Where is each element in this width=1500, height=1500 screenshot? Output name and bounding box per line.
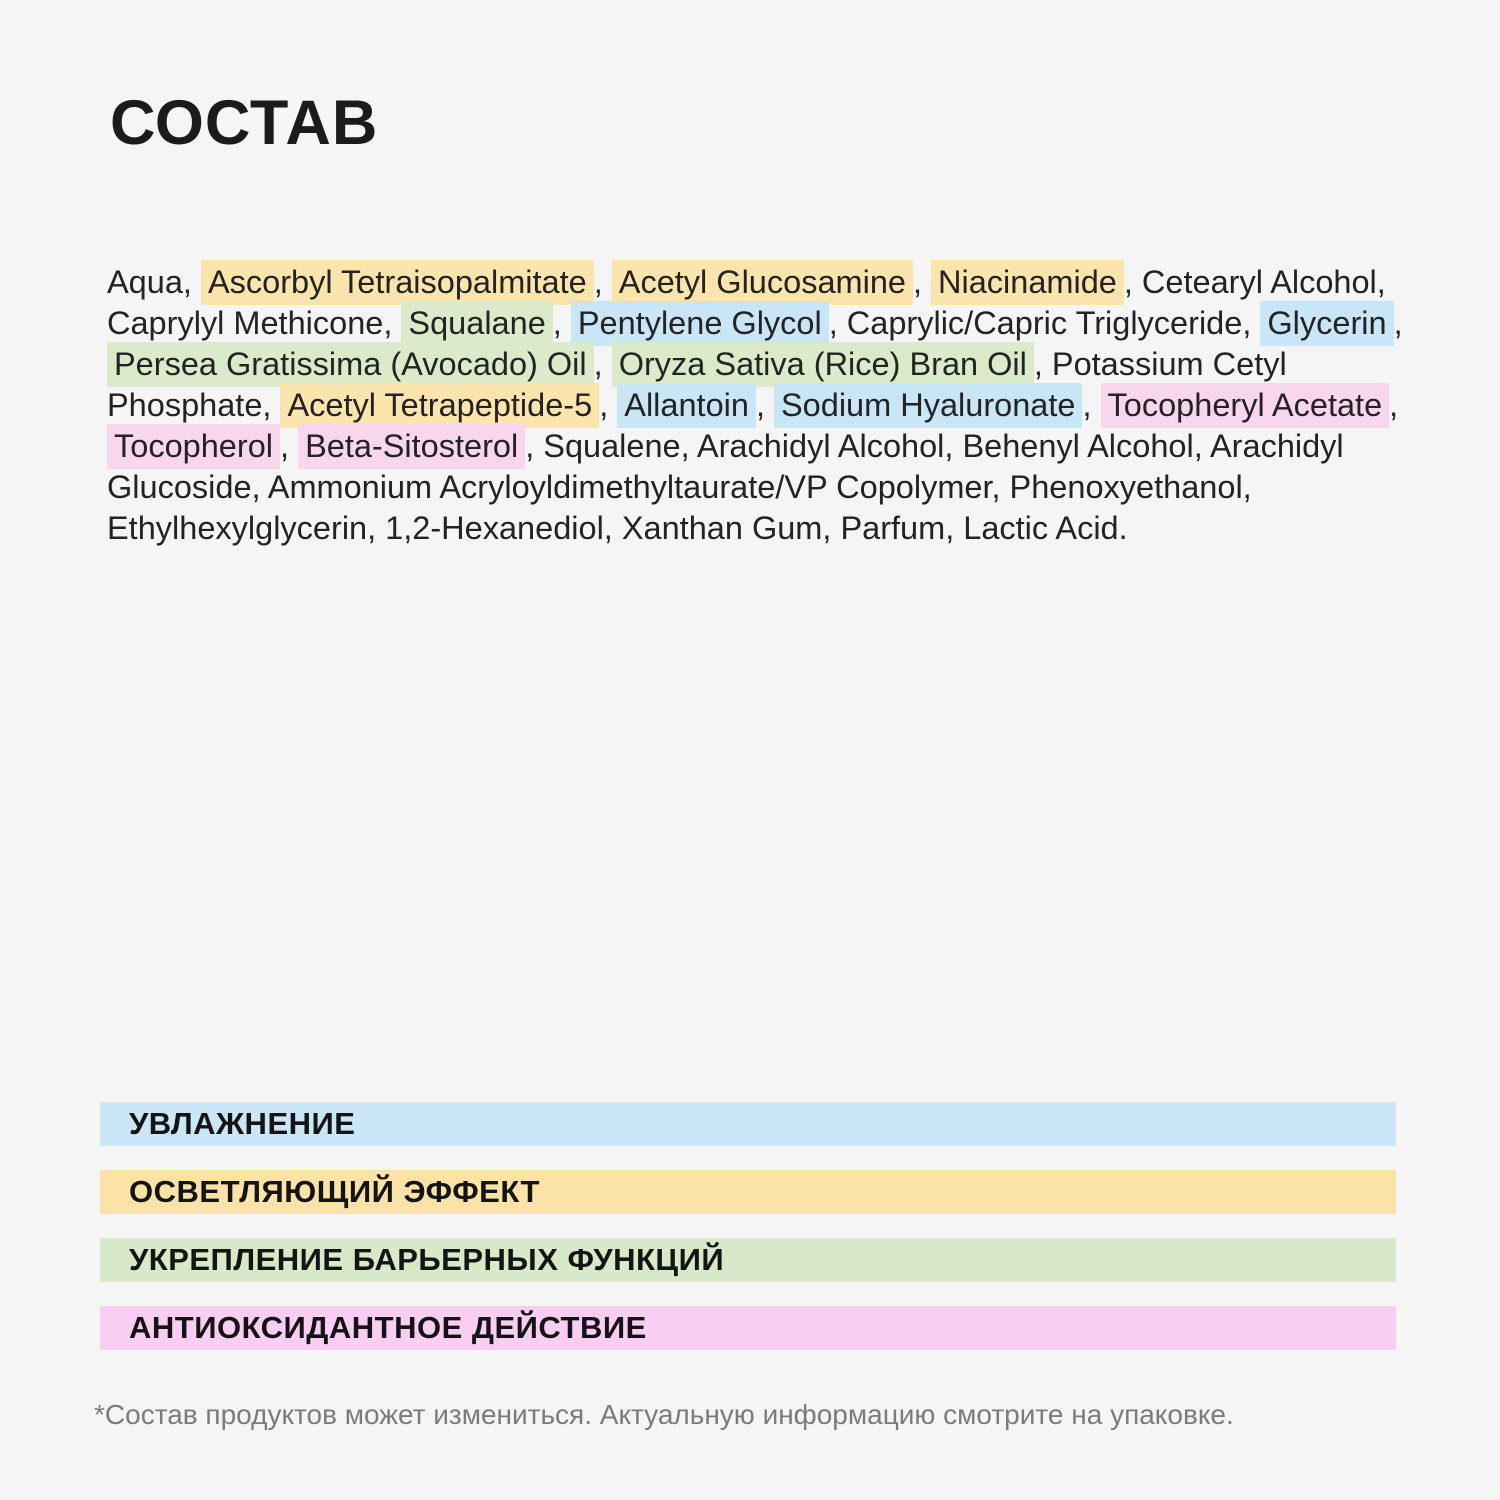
ingredient-text: , Cetearyl Alcohol, Caprylyl Methicone, (107, 264, 1386, 341)
ingredient-highlight-brightening: Niacinamide (931, 260, 1124, 305)
ingredient-text: , (280, 428, 299, 464)
ingredient-highlight-brightening: Acetyl Tetrapeptide-5 (280, 383, 599, 428)
ingredient-highlight-moisturizing: Glycerin (1260, 301, 1393, 346)
page-title: СОСТАВ (110, 88, 379, 158)
color-legend (100, 1102, 1396, 1350)
ingredient-text: , (552, 305, 571, 341)
ingredient-text: , Caprylic/Capric Triglyceride, (828, 305, 1261, 341)
legend-item-moisturizing (100, 1102, 1396, 1146)
footnote: *Состав продуктов может измениться. Актуальную информацию смотрите на упаковке. (94, 1399, 1234, 1430)
ingredient-highlight-moisturizing: Sodium Hyaluronate (774, 383, 1082, 428)
ingredient-highlight-brightening: Ascorbyl Tetraisopalmitate (201, 260, 594, 305)
legend-label: УВЛАЖНЕНИЕ (129, 1106, 356, 1141)
ingredient-text: , (755, 387, 774, 423)
legend-item-brightening (100, 1170, 1396, 1214)
ingredient-highlight-antioxidant: Beta-Sitosterol (298, 424, 525, 469)
ingredient-text: Aqua, (107, 264, 201, 300)
ingredient-text: , (912, 264, 932, 300)
ingredient-text: , Squalene, Arachidyl Alcohol, Behenyl Alcohol, Arachidyl Glucoside, Ammonium Acryloyldimethyltaurate/VP Copolymer, Phenoxyethanol, Ethylhexylglycerin, 1,2-Hexanediol, Xanthan Gum, Parfum, Lactic Acid. (107, 428, 1344, 546)
ingredient-text: , (599, 387, 618, 423)
legend-label: УКРЕПЛЕНИЕ БАРЬЕРНЫХ ФУНКЦИЙ (129, 1242, 725, 1277)
ingredient-text: , (1393, 305, 1403, 341)
ingredient-highlight-moisturizing: Allantoin (617, 383, 756, 428)
ingredient-text: , Potassium Cetyl Phosphate, (107, 346, 1287, 423)
ingredient-highlight-barrier: Oryza Sativa (Rice) Bran Oil (612, 342, 1034, 387)
ingredient-text: , (593, 346, 612, 382)
ingredient-text: , (593, 264, 612, 300)
ingredient-highlight-brightening: Acetyl Glucosamine (612, 260, 913, 305)
ingredient-text: , (1389, 387, 1399, 423)
ingredient-text: , (1082, 387, 1101, 423)
ingredient-highlight-antioxidant: Tocopheryl Acetate (1101, 383, 1390, 428)
ingredients-paragraph (107, 262, 1403, 549)
ingredient-highlight-antioxidant: Tocopherol (107, 424, 280, 469)
ingredient-highlight-barrier: Persea Gratissima (Avocado) Oil (107, 342, 594, 387)
ingredient-highlight-barrier: Squalane (401, 301, 552, 346)
legend-label: ОСВЕТЛЯЮЩИЙ ЭФФЕКТ (129, 1174, 540, 1209)
legend-item-barrier (100, 1238, 1396, 1282)
legend-item-antioxidant (100, 1306, 1396, 1350)
legend-label: АНТИОКСИДАНТНОЕ ДЕЙСТВИЕ (129, 1310, 647, 1345)
ingredient-highlight-moisturizing: Pentylene Glycol (571, 301, 829, 346)
